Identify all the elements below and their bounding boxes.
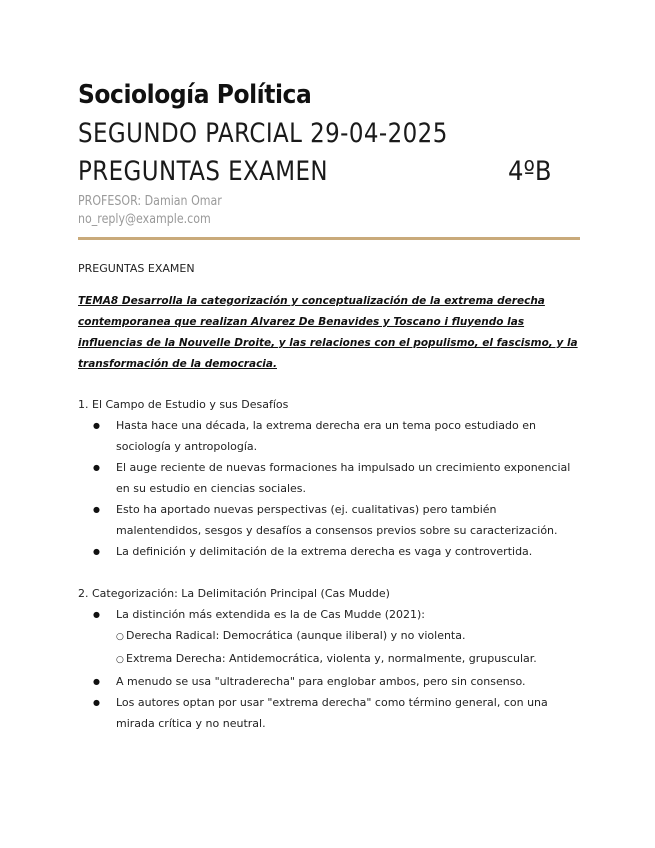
list-item-text: La distinción más extendida es la de Cas Mudde (2021):	[116, 608, 426, 621]
list-item: ● Los autores optan por usar "extrema derecha" como término general, con una mirada crítica y no neutral.	[78, 692, 583, 734]
bullet-list	[78, 604, 583, 734]
list-item: ● La definición y delimitación de la extrema derecha es vaga y controvertida.	[78, 541, 583, 562]
circle-bullet-icon: ○	[116, 632, 124, 642]
list-item: ● El auge reciente de nuevas formaciones ha impulsado un crecimiento exponencial en su estudio en ciencias sociales.	[78, 457, 583, 499]
sub-list-item: ○ Derecha Radical: Democrática (aunque iliberal) y no violenta.	[116, 625, 583, 648]
circle-bullet-icon: ○	[116, 655, 124, 665]
section-heading: 2. Categorización: La Delimitación Principal (Cas Mudde)	[78, 587, 390, 600]
document-title: Sociología Política	[78, 80, 312, 110]
exam-questions-heading: PREGUNTAS EXAMEN	[78, 156, 329, 187]
section-heading: 1. El Campo de Estudio y sus Desafíos	[78, 398, 289, 411]
document-body	[78, 260, 583, 756]
sub-list	[116, 625, 583, 671]
list-item	[78, 604, 583, 671]
list-item: ● A menudo se usa "ultraderecha" para englobar ambos, pero sin consenso.	[78, 671, 583, 692]
list-item: ● Hasta hace una década, la extrema derecha era un tema poco estudiado en sociología y antropología.	[78, 415, 583, 457]
sub-list-item: ○ Extrema Derecha: Antidemocrática, violenta y, normalmente, grupuscular.	[116, 648, 583, 671]
professor-email: no_reply@example.com	[78, 212, 211, 227]
header-divider	[78, 237, 580, 240]
professor-name: PROFESOR: Damian Omar	[78, 194, 222, 209]
bullet-list	[78, 415, 583, 562]
grade-label: 4ºB	[508, 156, 552, 187]
exam-question: TEMA8 Desarrolla la categorización y conceptualización de la extrema derecha contemporanea que realizan Alvarez De Benavides y Toscano i fluyendo las influencias de la Nouvelle Droite, y las relaciones con el populismo, el fascismo, y la transformación de la democracia.	[78, 295, 578, 370]
list-item: ● Esto ha aportado nuevas perspectivas (ej. cualitativas) pero también malentendidos, sesgos y desafíos a consensos previos sobre su caracterización.	[78, 499, 583, 541]
section-label: PREGUNTAS EXAMEN	[78, 262, 195, 275]
exam-subtitle: SEGUNDO PARCIAL 29-04-2025	[78, 118, 448, 149]
